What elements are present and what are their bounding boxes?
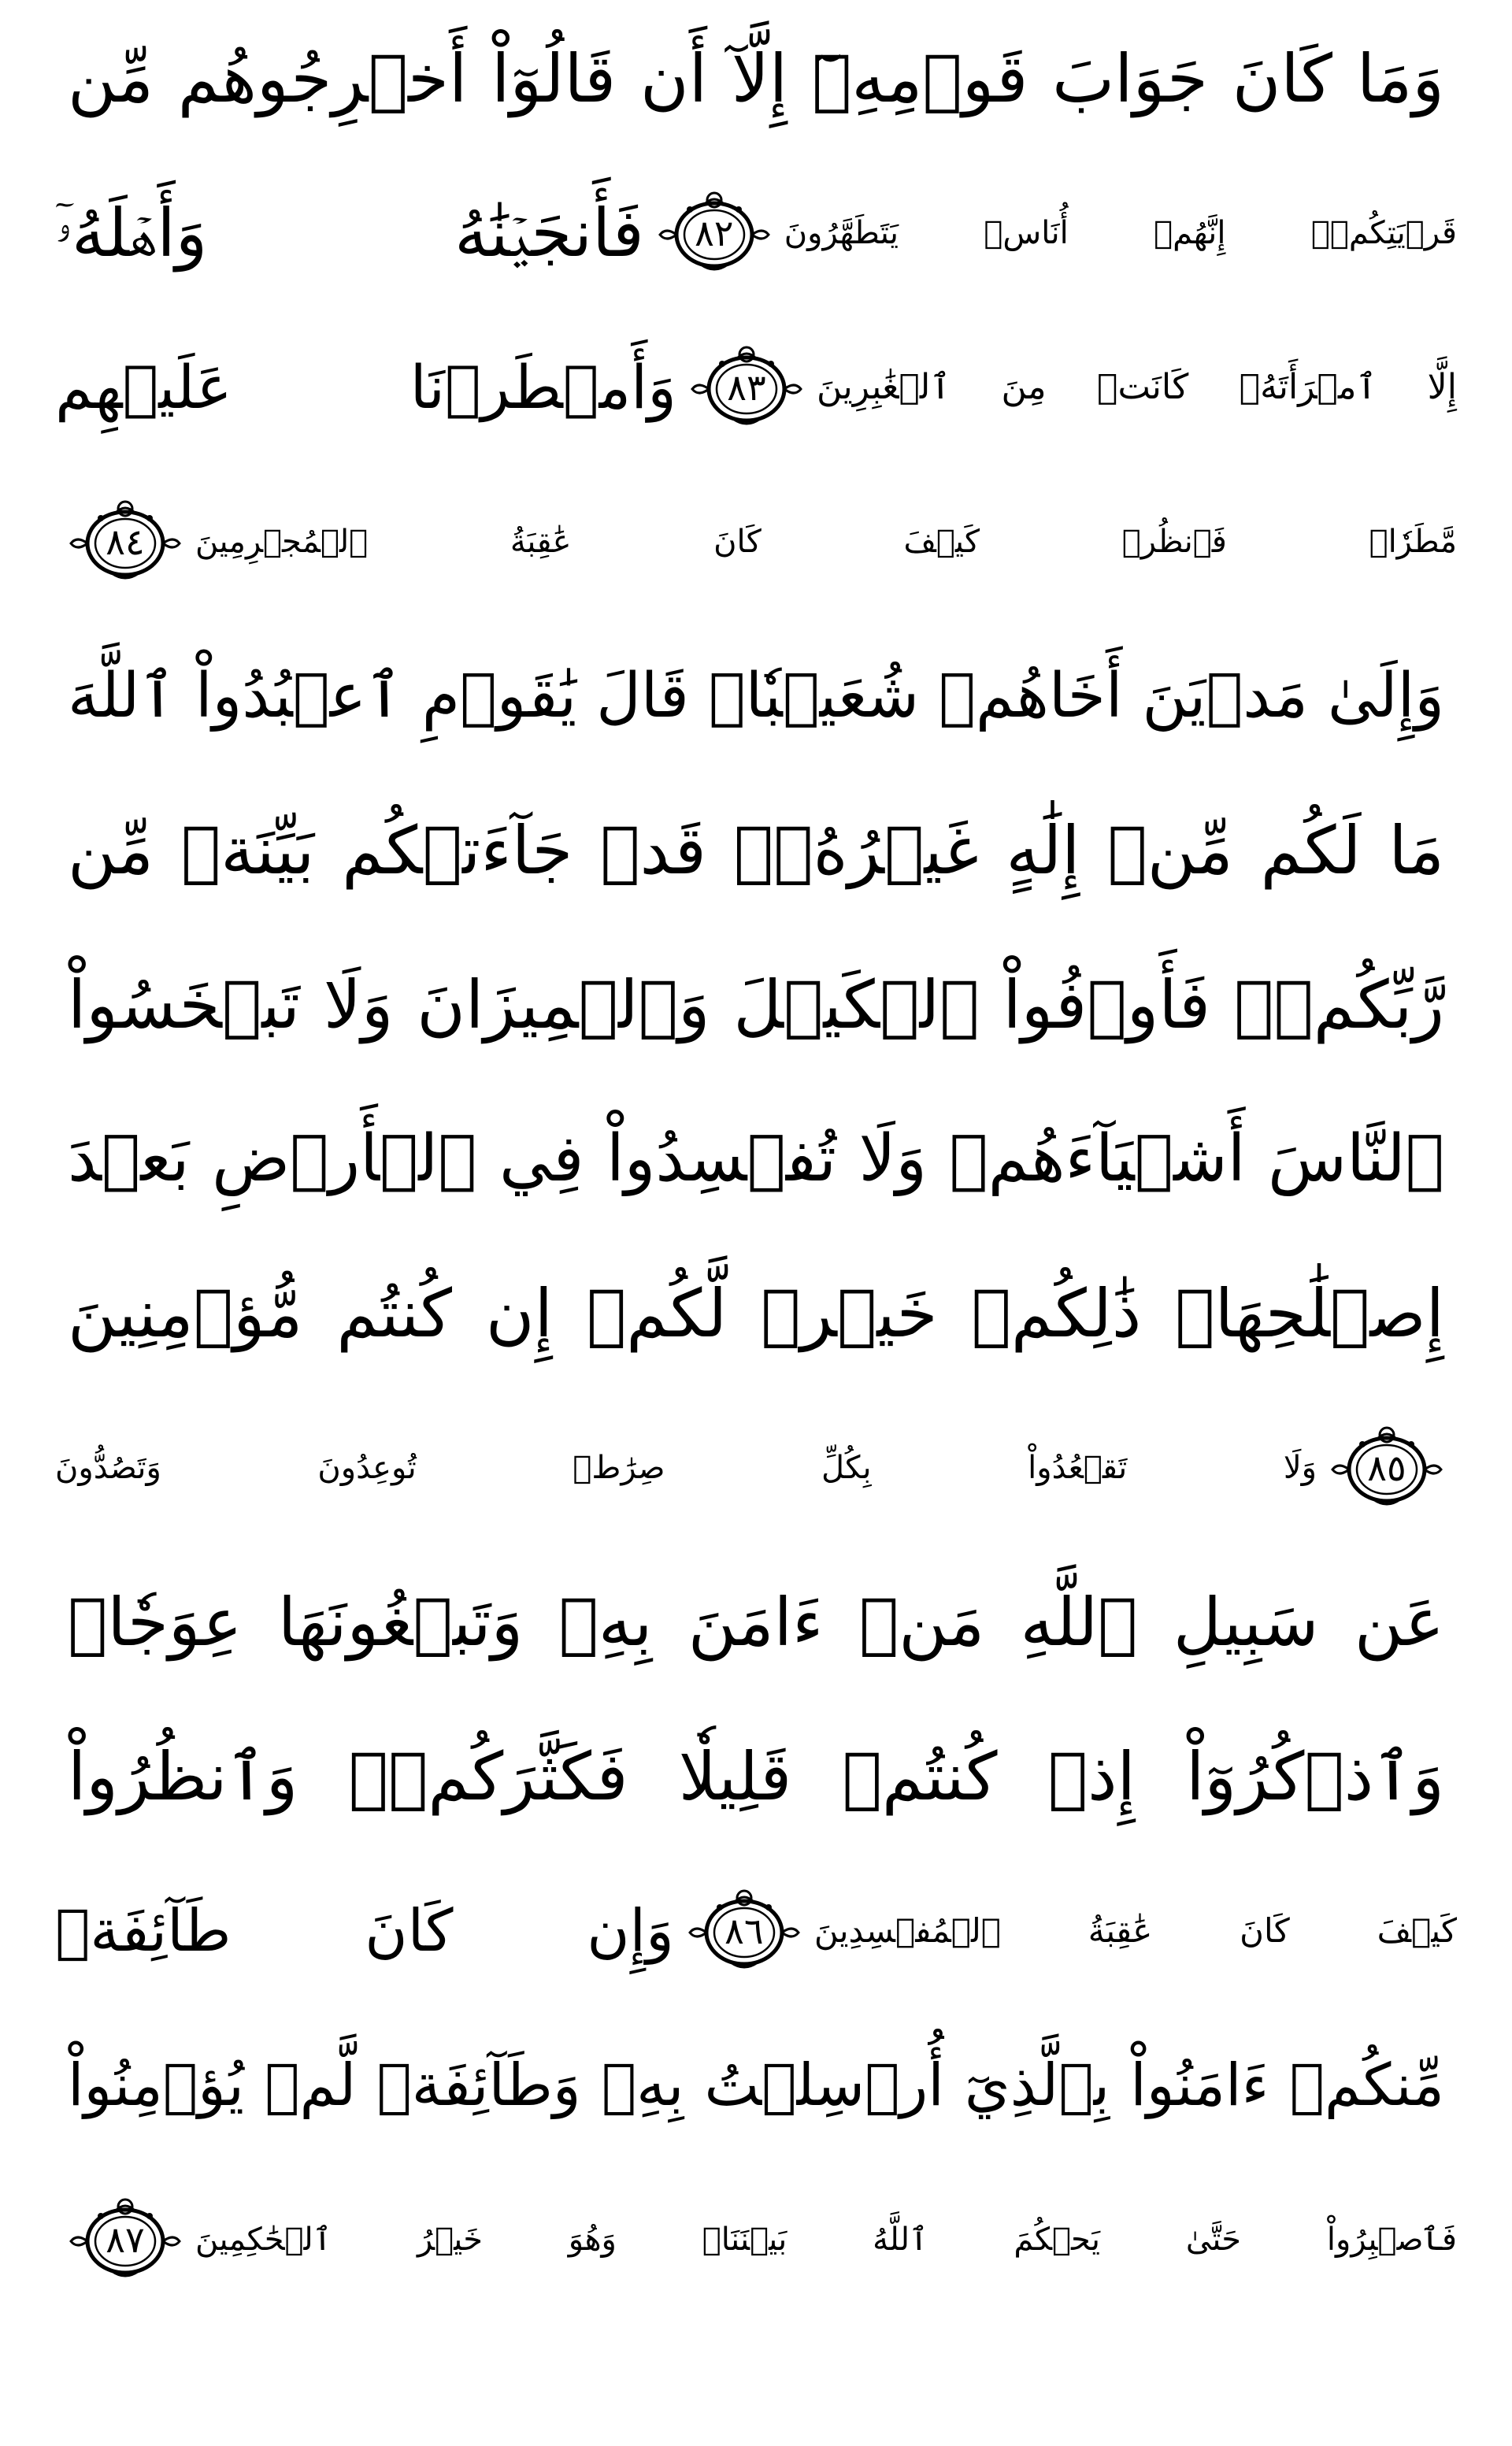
text-line bbox=[55, 1559, 1457, 1685]
text-line bbox=[55, 788, 1457, 914]
verse-text: وَأَمۡطَرۡنَا عَلَيۡهِم bbox=[55, 352, 676, 422]
text-line bbox=[55, 324, 1457, 450]
verse-text: فَأَنجَيۡنَٰهُ وَأَهۡلَهُۥٓ bbox=[55, 195, 644, 272]
verse-number-marker bbox=[687, 340, 806, 435]
verse-text: ٱلنَّاسَ أَشۡيَآءَهُمۡ وَلَا تُفۡسِدُواْ فِي ٱلۡأَرۡضِ بَعۡدَ bbox=[68, 1121, 1444, 1196]
text-line bbox=[55, 2177, 1457, 2303]
verse-number: ٨٤ bbox=[106, 521, 145, 563]
verse-text: رَّبِّكُمۡۖ فَأَوۡفُواْ ٱلۡكَيۡلَ وَٱلۡمِيزَانَ وَلَا تَبۡخَسُواْ bbox=[68, 966, 1444, 1043]
verse-number: ٨٢ bbox=[695, 212, 734, 254]
verse-number-marker bbox=[66, 495, 184, 589]
text-line bbox=[55, 479, 1457, 605]
verse-text: وَٱذۡكُرُوٓاْ إِذۡ كُنتُمۡ قَلِيلٗا فَكَثَّرَكُمۡۖ وَٱنظُرُواْ bbox=[68, 1738, 1444, 1815]
verse-number: ٨٣ bbox=[727, 366, 766, 409]
verse-text: عَن سَبِيلِ ٱللَّهِ مَنۡ ءَامَنَ بِهِۦ وَتَبۡغُونَهَا عِوَجٗاۚ bbox=[68, 1584, 1444, 1661]
text-line bbox=[55, 1096, 1457, 1222]
verse-text: إِصۡلَٰحِهَاۚ ذَٰلِكُمۡ خَيۡرٞ لَّكُمۡ إِن كُنتُم مُّؤۡمِنِينَ bbox=[68, 1275, 1444, 1352]
text-line bbox=[55, 2022, 1457, 2148]
verse-text: قَرۡيَتِكُمۡۖ إِنَّهُمۡ أُنَاسٞ يَتَطَهَّرُونَ bbox=[784, 215, 1457, 251]
verse-number: ٨٥ bbox=[1367, 1447, 1406, 1489]
verse-text: مَّطَرٗاۖ فَٱنظُرۡ كَيۡفَ كَانَ عَٰقِبَةُ ٱلۡمُجۡرِمِينَ bbox=[195, 524, 1457, 560]
text-line bbox=[55, 170, 1457, 296]
text-line bbox=[55, 1251, 1457, 1377]
verse-text: فَٱصۡبِرُواْ حَتَّىٰ يَحۡكُمَ ٱللَّهُ بَيۡنَنَاۚ وَهُوَ خَيۡرُ ٱلۡحَٰكِمِينَ bbox=[195, 2222, 1457, 2258]
verse-text: مَا لَكُم مِّنۡ إِلَٰهٍ غَيۡرُهُۥۖ قَدۡ جَآءَتۡكُم بَيِّنَةٞ مِّن bbox=[68, 812, 1444, 889]
verse-number-marker bbox=[685, 1884, 803, 1978]
verse-number-marker bbox=[655, 186, 773, 280]
verse-text: وَلَا تَقۡعُدُواْ بِكُلِّ صِرَٰطٖ تُوعِدُونَ وَتَصُدُّونَ bbox=[55, 1450, 1317, 1486]
text-line bbox=[55, 1714, 1457, 1840]
verse-text: إِلَّا ٱمۡرَأَتَهُۥ كَانَتۡ مِنَ ٱلۡغَٰبِرِينَ bbox=[817, 367, 1457, 407]
verse-text: وَمَا كَانَ جَوَابَ قَوۡمِهِۦٓ إِلَّآ أَن قَالُوٓاْ أَخۡرِجُوهُم مِّن bbox=[68, 40, 1444, 117]
text-line bbox=[55, 942, 1457, 1068]
verse-number-marker bbox=[66, 2192, 184, 2287]
verse-text: وَإِلَىٰ مَدۡيَنَ أَخَاهُمۡ شُعَيۡبٗاۗ قَالَ يَٰقَوۡمِ ٱعۡبُدُواْ ٱللَّهَ bbox=[68, 661, 1444, 732]
verse-text: وَإِن كَانَ طَآئِفَةٞ bbox=[54, 1897, 674, 1965]
text-line bbox=[55, 16, 1457, 142]
text-line bbox=[55, 1868, 1457, 1994]
text-line bbox=[55, 633, 1457, 759]
verse-text: مِّنكُمۡ ءَامَنُواْ بِٱلَّذِيٓ أُرۡسِلۡتُ بِهِۦ وَطَآئِفَةٞ لَّمۡ يُؤۡمِنُواْ bbox=[68, 2051, 1444, 2119]
verse-number-marker bbox=[1328, 1421, 1446, 1515]
verse-text: كَيۡفَ كَانَ عَٰقِبَةُ ٱلۡمُفۡسِدِينَ bbox=[813, 1911, 1457, 1950]
verse-number: ٨٦ bbox=[724, 1910, 764, 1952]
text-line bbox=[55, 1405, 1457, 1531]
verse-number: ٨٧ bbox=[106, 2218, 145, 2261]
